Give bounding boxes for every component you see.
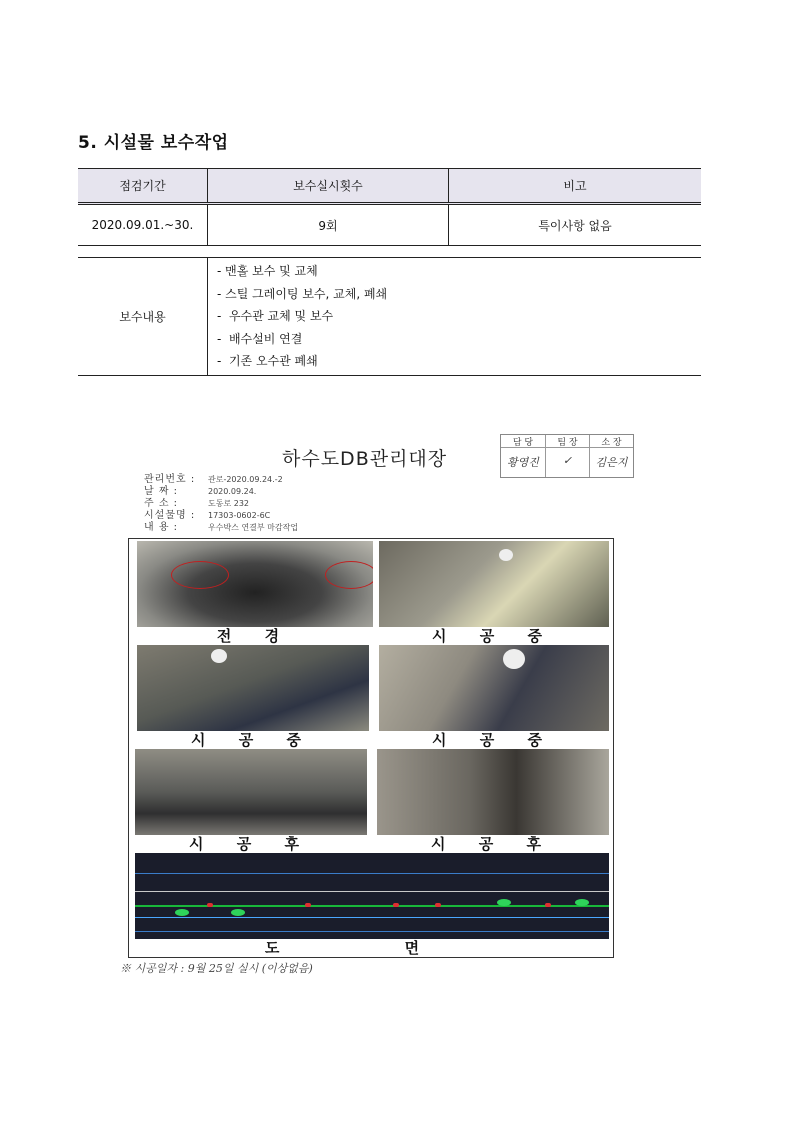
map-point bbox=[545, 903, 551, 907]
caption-during-2: 시 공 중 bbox=[191, 731, 315, 749]
map-line bbox=[135, 891, 609, 892]
section-title: 5. 시설물 보수작업 bbox=[78, 133, 229, 153]
caption-drawing: 도 면 bbox=[264, 939, 480, 957]
photo-during-1 bbox=[379, 541, 609, 627]
caption-after-2: 시 공 후 bbox=[431, 835, 555, 853]
repair-content-table bbox=[78, 257, 701, 376]
list-item: - 맨홀 보수 및 교체 bbox=[217, 264, 318, 278]
summary-header-row bbox=[78, 169, 701, 204]
stamp-header-charge: 담 당 bbox=[501, 435, 545, 448]
signature-director: 김은지 bbox=[589, 448, 633, 477]
meta-key-address: 주 소 : bbox=[144, 498, 179, 509]
header-remarks: 비고 bbox=[449, 169, 702, 204]
helmet bbox=[503, 649, 525, 669]
summary-row bbox=[78, 204, 701, 246]
header-period: 점검기간 bbox=[78, 169, 208, 204]
helmet bbox=[499, 549, 513, 561]
map-point bbox=[207, 903, 213, 907]
photo-during-3 bbox=[379, 645, 609, 731]
meta-value-id: 관로-2020.09.24.-2 bbox=[208, 475, 283, 484]
map-point bbox=[305, 903, 311, 907]
list-item: - 배수설비 연결 bbox=[217, 331, 303, 346]
repair-content-list bbox=[209, 259, 700, 374]
photo-drawing bbox=[135, 853, 609, 939]
summary-table bbox=[78, 168, 701, 246]
map-line bbox=[135, 917, 609, 918]
approval-stamp-box bbox=[500, 434, 634, 478]
scan-meta bbox=[144, 474, 298, 534]
photo-after-2 bbox=[377, 749, 609, 835]
repair-content-list-cell bbox=[208, 258, 702, 376]
photo-grid bbox=[128, 538, 614, 958]
meta-value-address: 도동로 232 bbox=[208, 499, 249, 508]
meta-key-content: 내 용 : bbox=[144, 522, 179, 533]
map-marker bbox=[575, 899, 589, 906]
meta-key-date: 날 짜 : bbox=[144, 486, 179, 497]
meta-key-facility: 시설물명 : bbox=[144, 510, 196, 521]
stamp-header-director: 소 장 bbox=[589, 435, 633, 448]
signature-charge: 황영진 bbox=[507, 456, 539, 469]
handwritten-note: ※ 시공일자 : 9월 25일 실시 (이상없음) bbox=[120, 962, 313, 975]
caption-during-1: 시 공 중 bbox=[432, 627, 556, 645]
caption-after-1: 시 공 후 bbox=[189, 835, 313, 853]
header-repair-count: 보수실시횟수 bbox=[208, 169, 449, 204]
repair-content-label: 보수내용 bbox=[78, 258, 208, 376]
highlight-circle bbox=[325, 561, 373, 589]
signature-team-lead: ✓ bbox=[545, 448, 589, 477]
list-item: - 기존 오수관 폐쇄 bbox=[217, 354, 318, 368]
cell-remarks: 특이사항 없음 bbox=[449, 204, 702, 246]
map-line bbox=[135, 873, 609, 874]
caption-before: 전 경 bbox=[216, 627, 294, 645]
meta-key-id: 관리번호 : bbox=[144, 474, 196, 485]
cell-period: 2020.09.01.~30. bbox=[78, 204, 208, 246]
list-item: - 우수관 교체 및 보수 bbox=[217, 309, 334, 323]
map-marker bbox=[497, 899, 511, 906]
stamp-header-team-lead: 팀 장 bbox=[545, 435, 589, 448]
helmet bbox=[211, 649, 227, 663]
cell-repair-count: 9회 bbox=[208, 204, 449, 246]
map-marker bbox=[175, 909, 189, 916]
meta-value-facility: 17303-0602-6C bbox=[208, 511, 271, 520]
map-point bbox=[435, 903, 441, 907]
map-line bbox=[135, 931, 609, 932]
map-marker bbox=[231, 909, 245, 916]
highlight-circle bbox=[171, 561, 229, 589]
meta-value-content: 우수박스 연결부 마감작업 bbox=[208, 523, 299, 532]
photo-after-1 bbox=[135, 749, 367, 835]
list-item: - 스틸 그레이팅 보수, 교체, 폐쇄 bbox=[217, 286, 388, 301]
meta-value-date: 2020.09.24. bbox=[208, 487, 257, 496]
map-point bbox=[393, 903, 399, 907]
caption-during-3: 시 공 중 bbox=[432, 731, 556, 749]
photo-before bbox=[137, 541, 373, 627]
scan-title: 하수도DB관리대장 bbox=[282, 448, 448, 470]
photo-during-2 bbox=[137, 645, 369, 731]
repair-content-row bbox=[78, 258, 701, 376]
